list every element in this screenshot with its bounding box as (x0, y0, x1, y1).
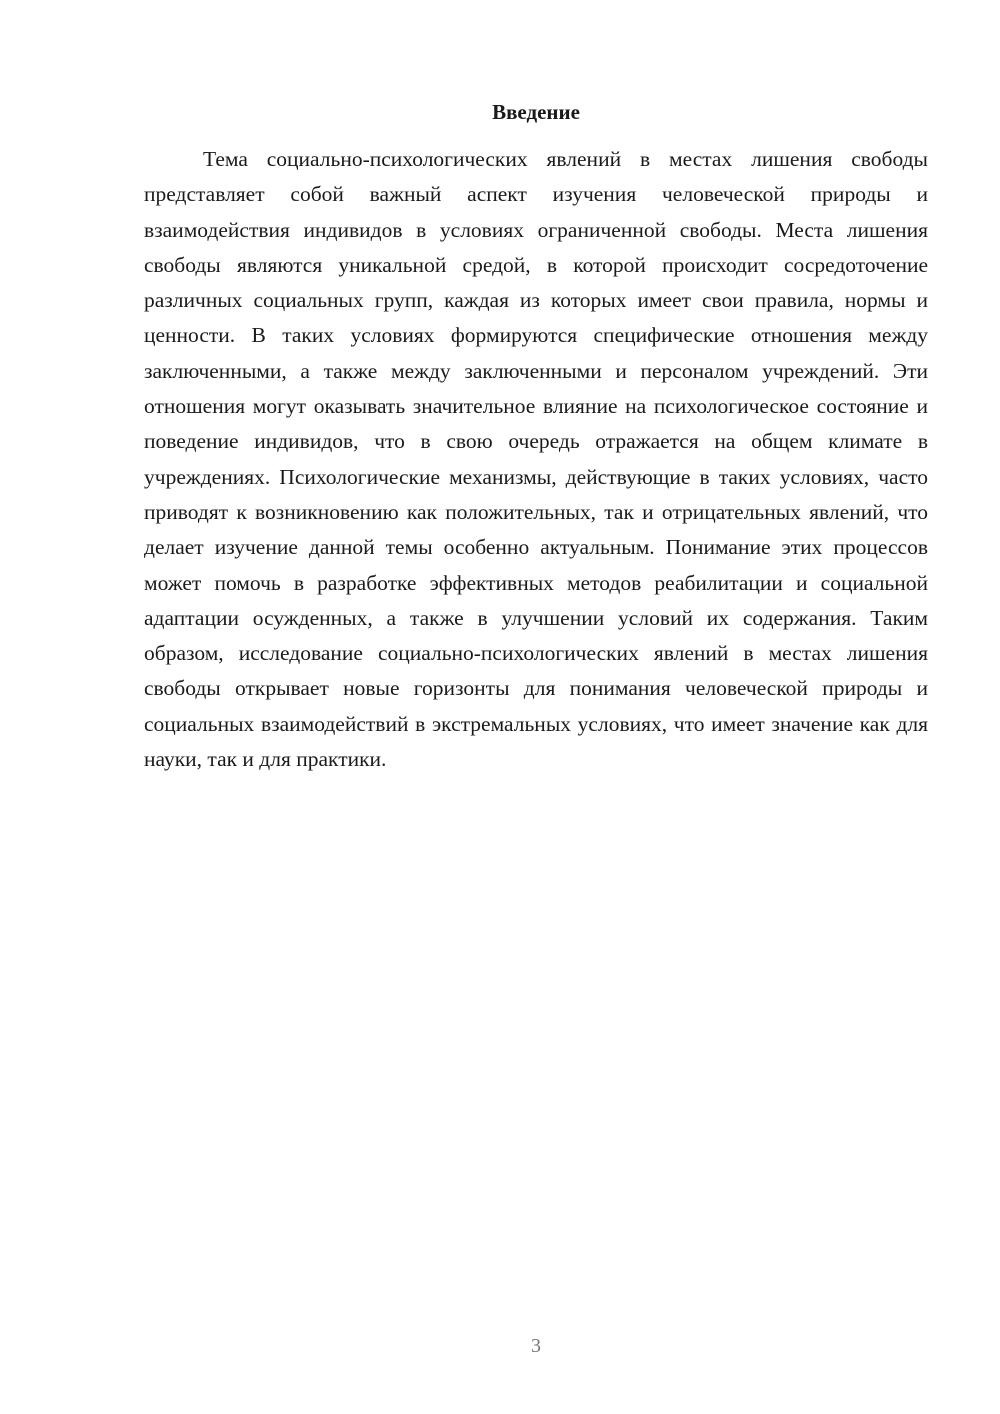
body-paragraph: Тема социально-психологических явлений в местах лишения свободы представляет собой важный аспект изучения человеческой природы и взаимодействия индивидов в условиях ограниченной свободы. Места лишения свободы являются уникальной средой, в которой происходит сосредоточение различных социальных групп, каждая из которых имеет свои правила, нормы и ценности. В таких условиях формируются специфические отношения между заключенными, а также между заключенными и персоналом учреждений. Эти отношения могут оказывать значительное влияние на психологическое состояние и поведение индивидов, что в свою очередь отражается на общем климате в учреждениях. Психологические механизмы, действующие в таких условиях, часто приводят к возникновению как положительных, так и отрицательных явлений, что делает изучение данной темы особенно актуальным. Понимание этих процессов может помочь в разработке эффективных методов реабилитации и социальной адаптации осужденных, а также в улучшении условий их содержания. Таким образом, исследование социально-психологических явлений в местах лишения свободы открывает новые горизонты для понимания человеческой природы и социальных взаимодействий в экстремальных условиях, что имеет значение как для науки, так и для практики. (144, 147, 928, 772)
page-number: 3 (531, 1335, 541, 1357)
section-heading: Введение (492, 100, 580, 124)
